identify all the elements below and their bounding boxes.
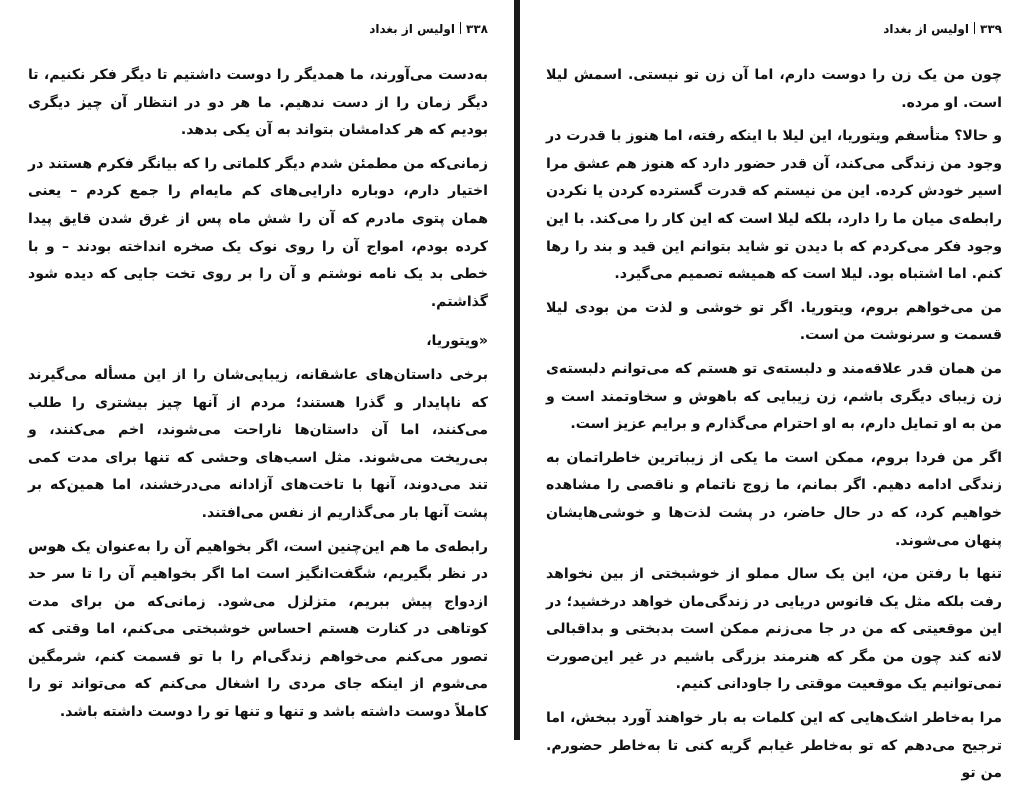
- letter-salutation: «ویتوریا،: [426, 333, 488, 350]
- paragraph: مرا به‌خاطر اشک‌هایی که این کلمات به بار خواهند آورد ببخش، اما ترجیح می‌دهم که تو به‌خاطر غیابم گریه کنی تا به‌خاطر حضورم. من تو: [546, 710, 1002, 782]
- book-gutter: [514, 0, 520, 740]
- paragraph: من می‌خواهم بروم، ویتوریا. اگر تو خوشی و لذت من بودی لیلا قسمت و سرنوشت من است.: [546, 299, 1002, 344]
- header-separator: [974, 22, 975, 34]
- left-page-body: [28, 62, 488, 733]
- paragraph: برخی داستان‌های عاشقانه، زیبایی‌شان را از این مسأله می‌گیرند که ناپایدار و گذرا هستند؛ مردم از آنها چیز بیشتری را طلب می‌کنند، اما آن داستان‌ها ناراحت می‌شوند، اخم می‌کنند، و بی‌ریخت می‌شوند. مثل اسب‌های وحشی که تنها برای مدت کمی تند می‌دوند، آنها با تاخت‌های آزادانه می‌درخشند، اما همین‌که بر پشت آنها بار می‌گذاریم از نفس می‌افتند.: [28, 366, 488, 521]
- right-page-header: [883, 22, 1002, 36]
- paragraph: تنها با رفتن من، این یک سال مملو از خوشبختی از بین نخواهد رفت بلکه مثل یک فانوس دریایی در زندگی‌مان خواهد درخشید؛ در این موقعیتی که من در جا می‌زنم ممکن است بدبختی و بداقبالی لانه کند چون من مگر که هنرمند بزرگی باشیم در غیر این‌صورت نمی‌توانیم یک موقعیت موقتی را جاودانی کنیم.: [546, 566, 1002, 693]
- right-running-title: اولیس از بغداد: [883, 22, 970, 36]
- left-page-header: [369, 22, 488, 36]
- paragraph: به‌دست می‌آورند، ما همدیگر را دوست داشتیم تا دیگر فکر نکنیم، تا دیگر زمان را از دست ندهیم. ما هر دو در انتظار آن چیز دیگری بودیم که هر کدامشان بتواند به آن یکی بدهد.: [28, 67, 488, 139]
- paragraph: اگر من فردا بروم، ممکن است ما یکی از زیباترین خاطراتمان به زندگی ادامه دهیم. اگر بمانم، ما زوج ناتمام و ناقصی را مشاهده خواهیم کرد، که در حال حاضر، در پشت لذت‌ها و خوشی‌هایشان پنهان می‌شوند.: [546, 449, 1002, 549]
- right-page-body: [546, 62, 1002, 794]
- right-page-number: ۳۳۹: [980, 22, 1002, 36]
- paragraph: چون من یک زن را دوست دارم، اما آن زن تو نیستی. اسمش لیلا است. او مرده.: [546, 67, 1002, 111]
- right-page: [536, 0, 1012, 782]
- paragraph: من همان قدر علاقه‌مند و دلبسته‌ی تو هستم که می‌توانم دلبسته‌ی زن زیبای دیگری باشم، زن زیبایی که باهوش و سخاوتمند است و من به او تمایل دارم، به او احترام می‌گذارم و برایم عزیز است.: [546, 360, 1002, 433]
- paragraph: زمانی‌که من مطمئن شدم دیگر کلماتی را که بیانگر فکرم هستند در اختیار دارم، دوباره دارایی‌های کم مایه‌ام را جمع کردم – یعنی همان پتوی مادرم که آن را شش ماه پس از غرق شدن قایق پیدا کرده بودم، امواج آن را روی نوک یک صخره انداخته بودند – و با خطی بد یک نامه نوشتم و آن را بر روی تخت جایی که دیده شود گذاشتم.: [28, 155, 488, 310]
- paragraph: رابطه‌ی ما هم این‌چنین است، اگر بخواهیم آن را به‌عنوان یک هوس در نظر بگیریم، شگفت‌انگیز است اما اگر بخواهیم آن را تا سر حد ازدواج پیش ببریم، متزلزل می‌شود. زمانی‌که من برای مدت کوتاهی در کنارت هستم احساس خوشبختی می‌کنم، اما وقتی که تصور می‌کنم می‌خواهم زندگی‌ام را با تو قسمت کنم، شرمگین می‌شوم از اینکه جای مردی را اشغال می‌کنم که می‌تواند تو را کاملاً دوست داشته باشد و تنها و تنها تو را دوست داشته باشد.: [28, 538, 488, 721]
- header-separator: [460, 22, 461, 34]
- left-running-title: اولیس از بغداد: [369, 22, 456, 36]
- paragraph: و حالا؟ متأسفم ویتوریا، این لیلا با اینکه رفته، اما هنوز با قدرت در وجود من زندگی می‌کند، آن قدر حضور دارد که هنوز هم عشق مرا اسیر خودش کرده. این من نیستم که قدرت گسترده کردن یا نکردن رابطه‌ی میان ما را دارد، بلکه لیلا است که این کار را می‌کند. با این وجود فکر می‌کردم که با دیدن تو شاید بتوانم این قید و بند را رها کنم. اما اشتباه بود. لیلا است که همیشه تصمیم می‌گیرد.: [546, 128, 1002, 283]
- left-page-number: ۳۳۸: [466, 22, 488, 36]
- left-page: [18, 0, 498, 740]
